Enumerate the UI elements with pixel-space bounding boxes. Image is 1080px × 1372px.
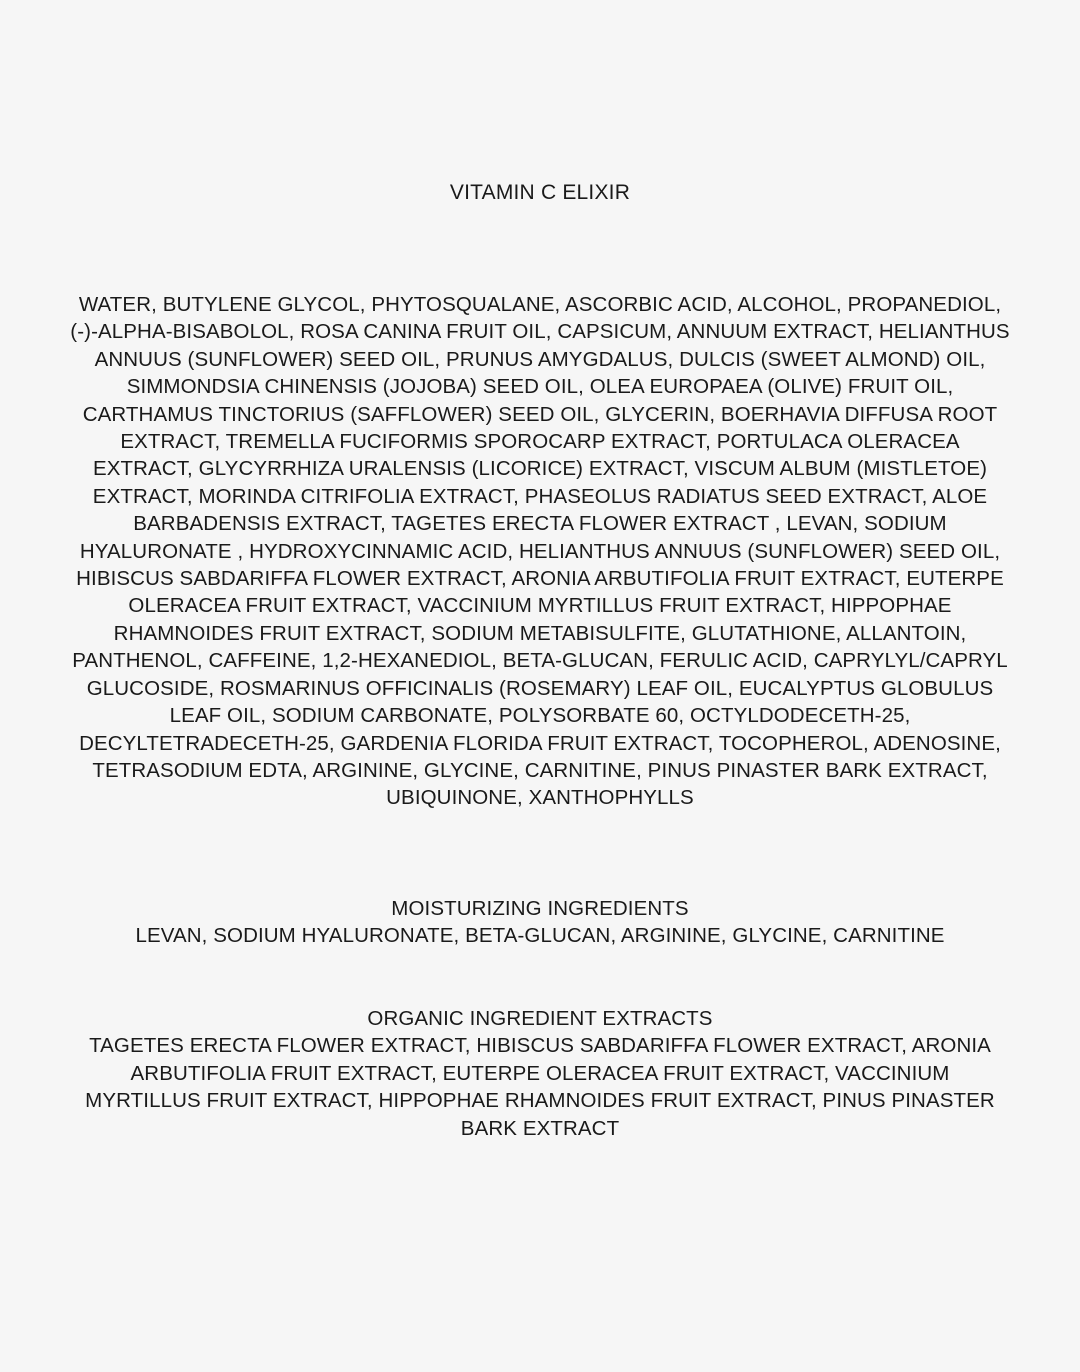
moisturizing-section (70, 895, 1010, 950)
organic-section (70, 1005, 1010, 1142)
moisturizing-heading: MOISTURIZING INGREDIENTS (391, 897, 689, 920)
full-ingredients-list: WATER, BUTYLENE GLYCOL, PHYTOSQUALANE, ASCORBIC ACID, ALCOHOL, PROPANEDIOL, (-)-ALPHA-BISABOLOL, ROSA CANINA FRUIT OIL, CAPSICUM, ANNUUM EXTRACT, HELIANTHUS ANNUUS (SUNFLOWER) SEED OIL, PRUNUS AMYGDALUS, DULCIS (SWEET ALMOND) OIL, SIMMONDSIA CHINENSIS (JOJOBA) SEED OIL, OLEA EUROPAEA (OLIVE) FRUIT OIL, CARTHAMUS TINCTORIUS (SAFFLOWER) SEED OIL, GLYCERIN, BOERHAVIA DIFFUSA ROOT EXTRACT, TREMELLA FUCIFORMIS SPOROCARP EXTRACT, PORTULACA OLERACEA EXTRACT, GLYCYRRHIZA URALENSIS (LICORICE) EXTRACT, VISCUM ALBUM (MISTLETOE) EXTRACT, MORINDA CITRIFOLIA EXTRACT, PHASEOLUS RADIATUS SEED EXTRACT, ALOE BARBADENSIS EXTRACT, TAGETES ERECTA FLOWER EXTRACT , LEVAN, SODIUM HYALURONATE , HYDROXYCINNAMIC ACID, HELIANTHUS ANNUUS (SUNFLOWER) SEED OIL, HIBISCUS SABDARIFFA FLOWER EXTRACT, ARONIA ARBUTIFOLIA FRUIT EXTRACT, EUTERPE OLERACEA FRUIT EXTRACT, VACCINIUM MYRTILLUS FRUIT EXTRACT, HIPPOPHAE RHAMNOIDES FRUIT EXTRACT, SODIUM METABISULFITE, GLUTATHIONE, ALLANTOIN, PANTHENOL, CAFFEINE, 1,2-HEXANEDIOL, BETA-GLUCAN, FERULIC ACID, CAPRYLYL/CAPRYL GLUCOSIDE, ROSMARINUS OFFICINALIS (ROSEMARY) LEAF OIL, EUCALYPTUS GLOBULUS LEAF OIL, SODIUM CARBONATE, POLYSORBATE 60, OCTYLDODECETH-25, DECYLTETRADECETH-25, GARDENIA FLORIDA FRUIT EXTRACT, TOCOPHEROL, ADENOSINE, TETRASODIUM EDTA, ARGININE, GLYCINE, CARNITINE, PINUS PINASTER BARK EXTRACT, UBIQUINONE, XANTHOPHYLLS (70, 293, 1010, 810)
product-title: VITAMIN C ELIXIR (449, 181, 631, 204)
organic-extracts-list: TAGETES ERECTA FLOWER EXTRACT, HIBISCUS SABDARIFFA FLOWER EXTRACT, ARONIA ARBUTIFOLIA FRUIT EXTRACT, EUTERPE OLERACEA FRUIT EXTRACT, VACCINIUM MYRTILLUS FRUIT EXTRACT, HIPPOPHAE RHAMNOIDES FRUIT EXTRACT, PINUS PINASTER BARK EXTRACT (85, 1034, 995, 1140)
organic-heading: ORGANIC INGREDIENT EXTRACTS (367, 1007, 713, 1030)
moisturizing-ingredients-list: LEVAN, SODIUM HYALURONATE, BETA-GLUCAN, ARGININE, GLYCINE, CARNITINE (135, 924, 945, 948)
